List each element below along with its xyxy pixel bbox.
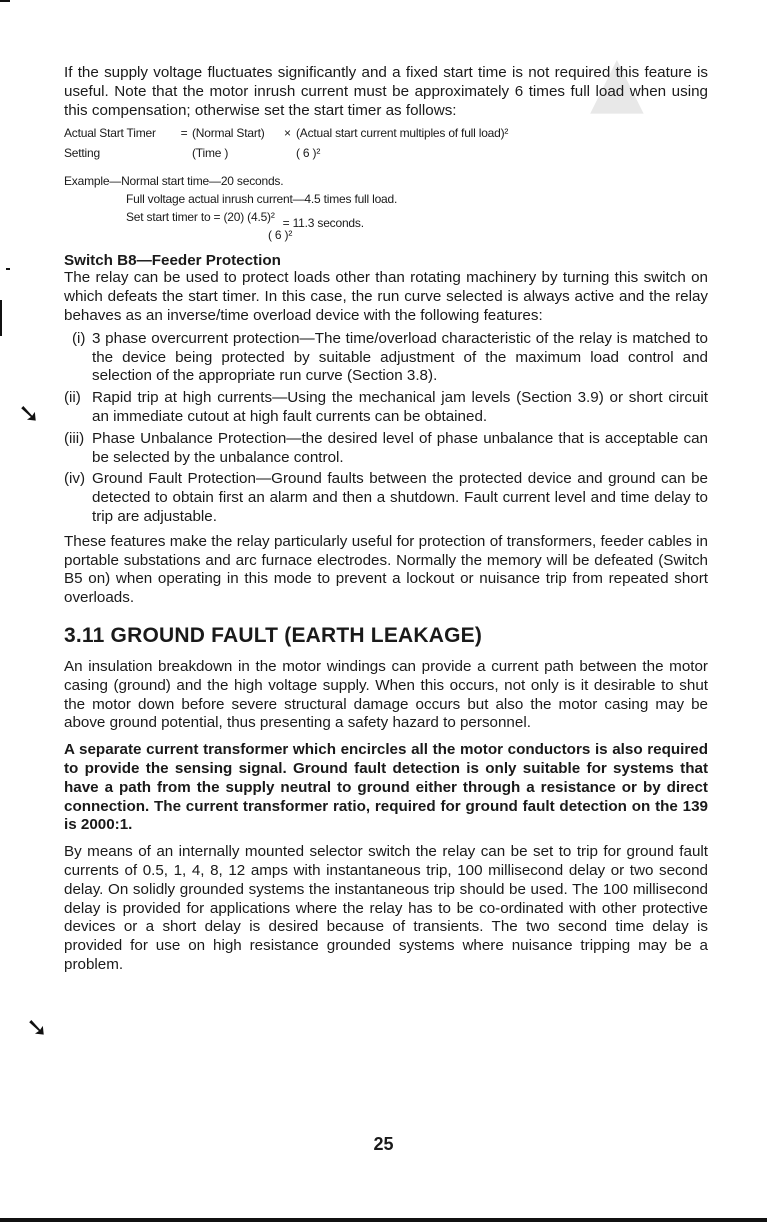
example-line: Set start timer to = (20) (4.5)²	[126, 210, 275, 225]
switch-b8-heading: Switch B8—Feeder Protection	[64, 252, 281, 270]
formula-times: ×	[284, 126, 291, 141]
switch-b8-closing: These features make the relay particularly useful for protection of transformers, feeder cables in portable substations and arc furnace electrodes. Normally the memory will be defeated (Switch B5 on) when operating in this mode to prevent a lockout or nuisance trip from repeated short overloads.	[64, 532, 708, 607]
formula-term-a: (Time )	[192, 146, 229, 161]
list-item: (i) 3 phase overcurrent protection—The time/overload characteristic of the relay is matched to the device being protected by suitable adjustment of the maximum load control and selection of the appropriate run curve (Section 3.8).	[72, 329, 708, 385]
formula-equals: =	[180, 126, 188, 141]
start-timer-formula	[64, 126, 708, 164]
watermark: ▲	[590, 40, 644, 122]
formula-term-b: ( 6 )²	[296, 146, 321, 161]
margin-arrow-icon: ➘	[26, 1012, 48, 1042]
ground-fault-para-2: A separate current transformer which encircles all the motor conductors is also required to provide the sensing signal. Ground fault detection is only suitable for systems that have a path from the supply neutral to ground either through a resistance or by direct connection. The current transformer ratio, required for ground fault detection on the 139 is 2000:1.	[64, 741, 708, 834]
switch-b8-paragraph: The relay can be used to protect loads other than rotating machinery by turning this switch on which defeats the start timer. In this case, the run curve selected is always active and the relay behaves as an inverse/time overload device with the following features:	[64, 269, 708, 324]
intro-paragraph: If the supply voltage fluctuates significantly and a fixed start time is not required this feature is useful. Note that the motor inrush current must be approximately 6 times full load when using this compensation; otherwise set the start timer as follows:	[64, 64, 708, 119]
page-number: 25	[373, 1134, 394, 1154]
ground-fault-para-3: By means of an internally mounted selector switch the relay can be set to trip for ground fault currents of 0.5, 1, 4, 8, 12 amps with instantaneous trip, 100 millisecond delay or two second delay. On solidly grounded systems the instantaneous trip should be used. The 100 millisecond delay is provided for applications where the relay has to be co-ordinated with other protective devices or a short delay is desired because of transients. The two second time delay is provided for use on high resistance grounded systems where nuisance tripping may be a problem.	[64, 843, 708, 973]
formula-label: Setting	[64, 146, 100, 161]
formula-label: Actual Start Timer	[64, 126, 156, 141]
formula-term-a: (Normal Start)	[192, 126, 265, 141]
example-result: = 11.3 seconds.	[282, 216, 364, 231]
section-heading: 3.11 GROUND FAULT (EARTH LEAKAGE)	[64, 623, 483, 647]
bottom-rule	[0, 1218, 767, 1222]
list-item: (iii) Phase Unbalance Protection—the desired level of phase unbalance that is acceptable can be selected by the unbalance control.	[64, 429, 708, 466]
corner-mark	[0, 0, 10, 2]
example-denominator: ( 6 )²	[268, 228, 293, 243]
feature-list	[64, 330, 708, 527]
example-line: Full voltage actual inrush current—4.5 times full load.	[126, 192, 398, 207]
margin-arrow-icon: ➘	[18, 398, 40, 428]
list-item: (ii) Rapid trip at high currents—Using the mechanical jam levels (Section 3.9) or short circuit an immediate cutout at high fault currents can be obtained.	[64, 389, 708, 425]
margin-mark	[6, 268, 10, 270]
ground-fault-para-1: An insulation breakdown in the motor windings can provide a current path between the motor casing (ground) and the high voltage supply. When this occurs, not only is it desirable to shut the motor down before severe structural damage occurs but also the motor casing may be above ground potential, thus presenting a safety hazard to personnel.	[64, 657, 708, 732]
formula-term-b: (Actual start current multiples of full load)²	[296, 126, 509, 141]
example-line: Example—Normal start time—20 seconds.	[64, 174, 284, 189]
list-item: (iv) Ground Fault Protection—Ground faults between the protected device and ground can be detected to obtain first an alarm and then a shutdown. Fault current level and time delay to trip are adjustable.	[64, 470, 708, 525]
worked-example	[64, 174, 708, 246]
margin-mark	[0, 300, 2, 336]
page-body	[64, 64, 708, 975]
